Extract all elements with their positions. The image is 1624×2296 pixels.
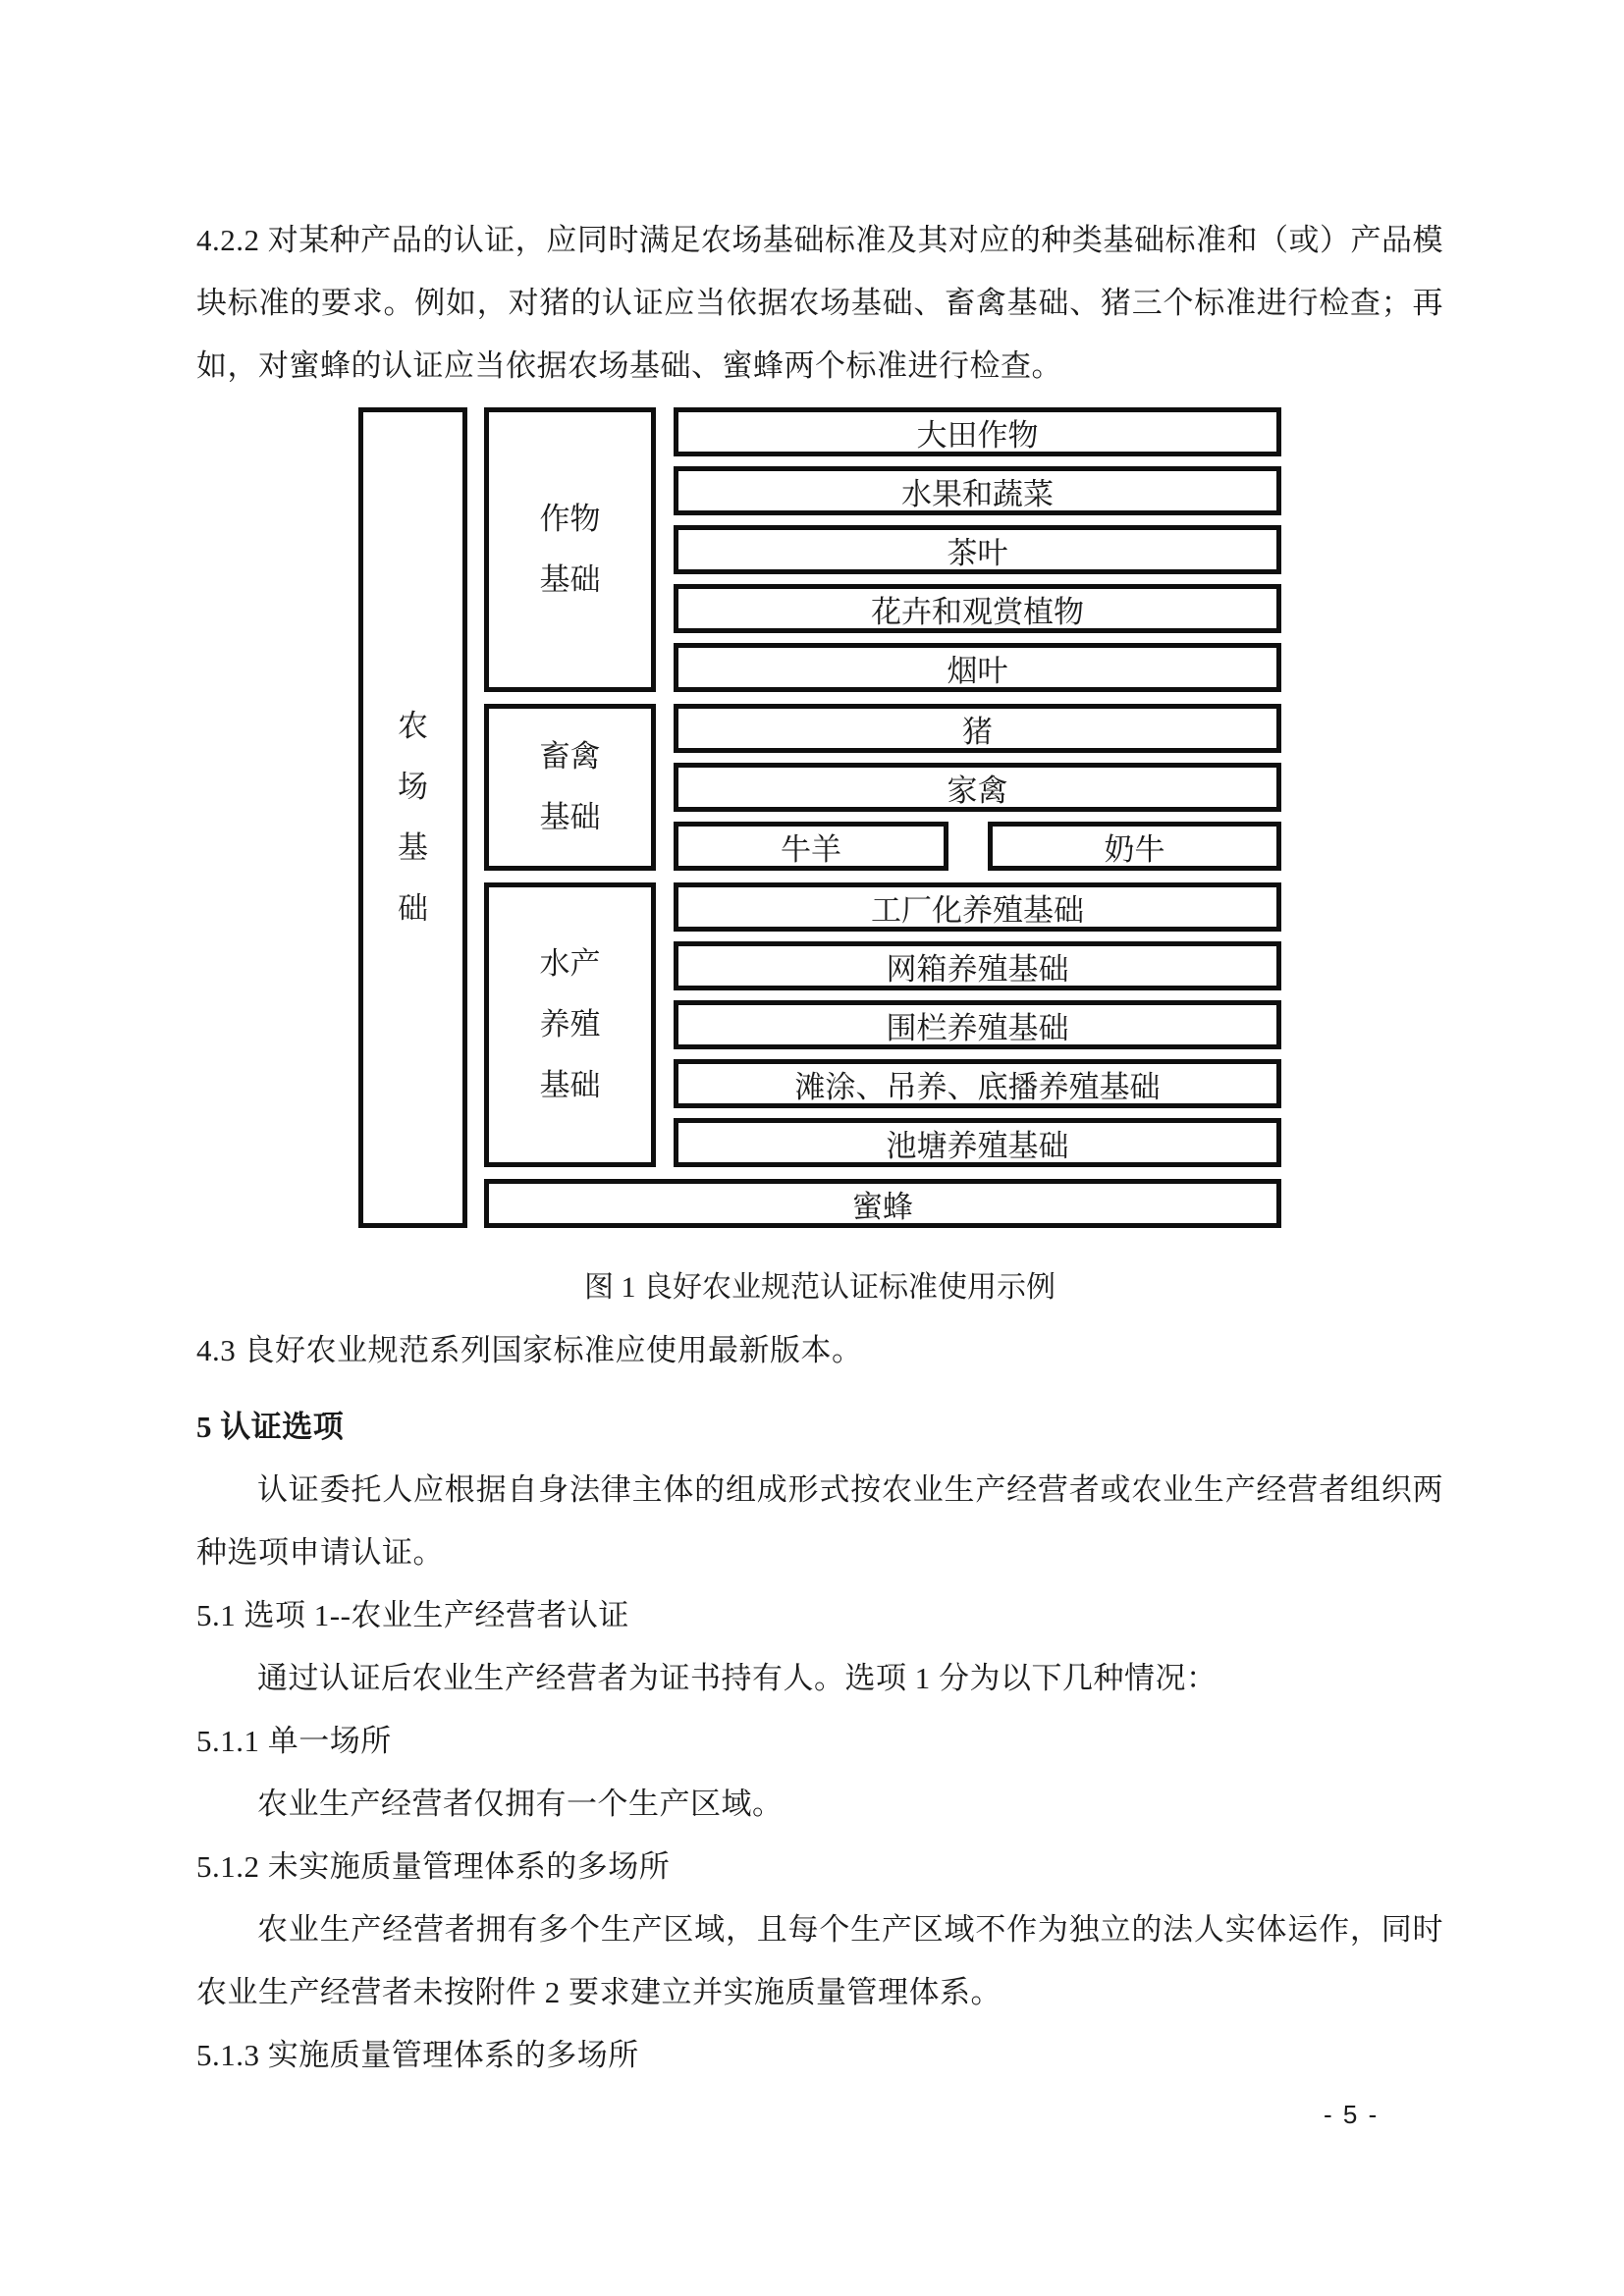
para-4-3: 4.3 良好农业规范系列国家标准应使用最新版本。 xyxy=(196,1333,863,1367)
para-4-2-2: 4.2.2 对某种产品的认证，应同时满足农场基础标准及其对应的种类基础标准和（或）产品模块标准的要求。例如，对猪的认证应当依据农场基础、畜禽基础、猪三个标准进行检查；再如，对蜜蜂的认证应当依据农场基础、蜜蜂两个标准进行检查。 xyxy=(196,223,1443,383)
figure-1 xyxy=(196,407,1443,1319)
para-5-1: 通过认证后农业生产经营者为证书持有人。选项 1 分为以下几种情况： xyxy=(257,1661,1218,1695)
heading-5: 5 认证选项 xyxy=(196,1410,345,1444)
fig-section-livestock-base xyxy=(484,704,1281,871)
fig-group-livestock-base-label: 畜禽基础 xyxy=(539,739,601,834)
fig-root-farm-base-box xyxy=(358,407,467,1228)
fig-item-fruits-vegetables: 水果和蔬菜 xyxy=(674,466,1281,515)
fig-root-farm-base-label: 农场基础 xyxy=(398,709,428,926)
fig-item-tobacco-leaf: 烟叶 xyxy=(674,643,1281,692)
figure-1-diagram xyxy=(358,407,1281,1228)
fig-item-field-crops: 大田作物 xyxy=(674,407,1281,456)
fig-group-aquaculture-base-box xyxy=(484,882,656,1167)
fig-item-pig: 猪 xyxy=(674,704,1281,753)
fig-item-cage-aquaculture: 网箱养殖基础 xyxy=(674,941,1281,990)
fig-split-row xyxy=(674,822,1281,871)
fig-item-poultry: 家禽 xyxy=(674,763,1281,812)
fig-group-aquaculture-base-label: 水产养殖基础 xyxy=(539,946,601,1102)
heading-5-1: 5.1 选项 1--农业生产经营者认证 xyxy=(196,1598,629,1632)
fig-item-cattle-sheep: 牛羊 xyxy=(674,822,948,871)
fig-livestock-items xyxy=(674,704,1281,871)
fig-right-column xyxy=(484,407,1281,1228)
fig-group-crop-base-label: 作物基础 xyxy=(539,502,601,597)
fig-group-crop-base-box xyxy=(484,407,656,692)
fig-item-pond-aquaculture: 池塘养殖基础 xyxy=(674,1118,1281,1167)
para-5-1-1: 农业生产经营者仅拥有一个生产区域。 xyxy=(257,1787,784,1821)
fig-item-tea: 茶叶 xyxy=(674,525,1281,574)
page-number: - 5 - xyxy=(1324,2100,1380,2129)
page-content xyxy=(196,209,1443,2087)
para-5-1-2: 农业生产经营者拥有多个生产区域，且每个生产区域不作为独立的法人实体运作，同时农业生产经营者未按附件 2 要求建立并实施质量管理体系。 xyxy=(196,1912,1443,2009)
figure-1-caption: 图 1 良好农业规范认证标准使用示例 xyxy=(584,1271,1056,1304)
heading-5-1-2: 5.1.2 未实施质量管理体系的多场所 xyxy=(196,1849,671,1884)
fig-item-pen-aquaculture: 围栏养殖基础 xyxy=(674,1000,1281,1049)
fig-section-aquaculture-base xyxy=(484,882,1281,1167)
fig-crop-items xyxy=(674,407,1281,692)
para-5-intro: 认证委托人应根据自身法律主体的组成形式按农业生产经营者或农业生产经营者组织两种选项申请认证。 xyxy=(196,1472,1443,1570)
fig-group-livestock-base-box xyxy=(484,704,656,871)
fig-item-bee: 蜜蜂 xyxy=(484,1179,1281,1228)
heading-5-1-3: 5.1.3 实施质量管理体系的多场所 xyxy=(196,2038,639,2072)
fig-item-factory-aquaculture: 工厂化养殖基础 xyxy=(674,882,1281,932)
fig-item-dairy-cattle: 奶牛 xyxy=(988,822,1281,871)
fig-item-mudflat-hanging-bottom-aquaculture: 滩涂、吊养、底播养殖基础 xyxy=(674,1059,1281,1108)
fig-section-crop-base xyxy=(484,407,1281,692)
fig-aquaculture-items xyxy=(674,882,1281,1167)
heading-5-1-1: 5.1.1 单一场所 xyxy=(196,1724,392,1758)
fig-item-flowers-ornamental-plants: 花卉和观赏植物 xyxy=(674,584,1281,633)
